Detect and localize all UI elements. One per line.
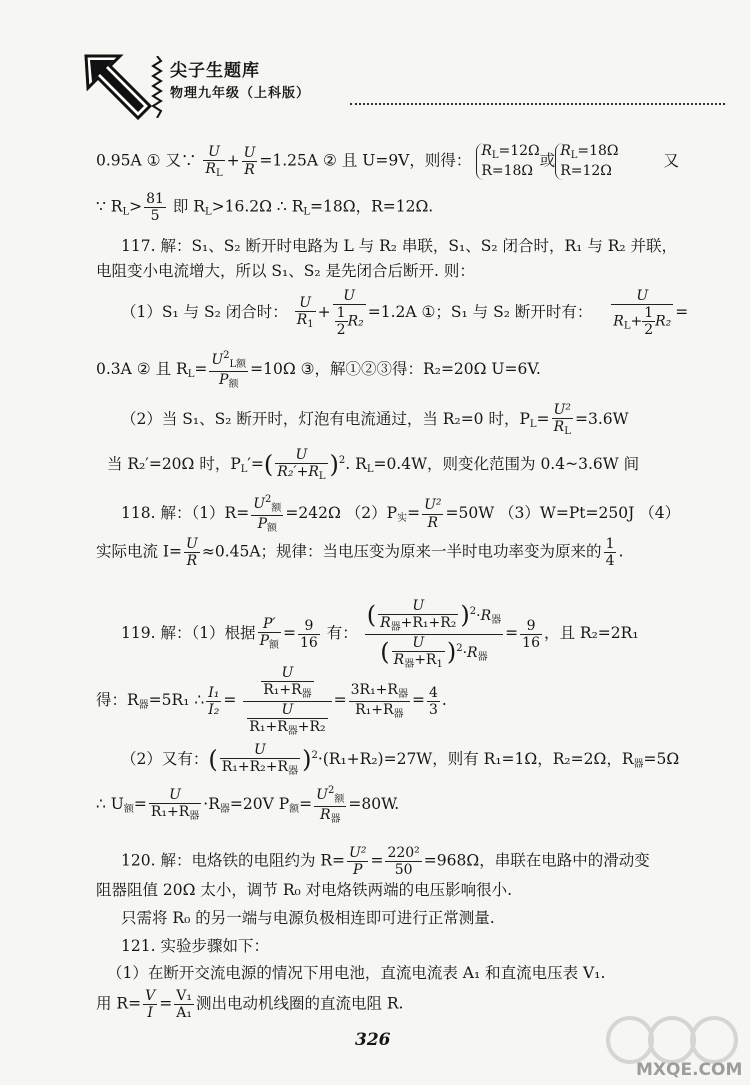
p121-line-1: 121. 实验步骤如下： <box>121 937 269 955</box>
answer-line-2: ∵ $R_L>$ $\frac{81}{5}$ 即 $R_L>16.2\Omega$ ∴ $R_L=18\Omega$，R=12Ω. <box>96 191 434 225</box>
p119-line-3: （2）又有：( $\frac{U}{R_1+R_2+R_器}$ )$^2$·(R₁+R₂)=27W，则有 R₁=1Ω，R₂=2Ω，$R_器=5\Omega$ <box>121 742 680 778</box>
p121-line-2: （1）在断开交流电源的情况下用电池，直流电流表 A₁ 和直流电压表 V₁. <box>107 964 606 982</box>
page-number: 326 <box>355 1030 391 1050</box>
brand-subtitle: 物理九年级（上科版） <box>170 86 311 101</box>
p118-line-1: 118. 解：（1）R= $\frac{U^2_额}{P_额}$ =242Ω $(2)P_实=$ $\frac{\text{U²}}{R}$ =50W （3）W=Pt=250J （4） <box>121 494 681 534</box>
p117-line-1: 117. 解：S₁、S₂ 断开时电路为 L 与 R₂ 串联，S₁、S₂ 闭合时，R₁ 与 R₂ 并联， <box>121 237 678 255</box>
watermark-text: MXQE.COM <box>636 1060 743 1080</box>
header-dotted-rule <box>350 103 725 107</box>
p120-line-3: 只需将 R₀ 的另一端与电源负极相连即可进行正常测量. <box>121 909 495 927</box>
p117-line-5: （2）当 S₁、S₂ 断开时，灯泡有电流通过，当 R₂=0 时，$P_L=$ $\frac{\text{U²}}{R_L}$ =3.6W <box>121 402 629 438</box>
p120-line-1: 120. 解：电烙铁的电阻约为 R= $\frac{\text{U²}}{P}$ = $\frac{\text{220²}}{50}$ =968Ω，串联在电路中的滑动变 <box>121 845 650 879</box>
equation-system-1: $R_L=12\Omega$ R=18Ω <box>476 143 539 180</box>
p119-line-2: 得：$R_器=5R_1$ ∴ $\frac{\text{I₁}}{\text{I₂}}$ = $\frac{\frac{U}{R_1+R_器}}{\frac{U}{R_1+R_器+R_2}}$ = $\frac{3R_1+R_器}{R_1+R_器}$ = $\frac{4}{3}$ . <box>96 665 447 737</box>
arrow-logo-icon <box>80 48 160 128</box>
p117-line-4: 0.3A ② 且 $R_L=$ $\frac{U^2_{L额}}{P_额}$ =10Ω ③，解①②③得：R₂=20Ω U=6V. <box>96 350 541 390</box>
p121-line-3: 用 R= $\frac{V}{I}$ = $\frac{\text{V₁}}{\text{A₁}}$ 测出电动机线圈的直流电阻 R. <box>96 988 404 1022</box>
p119-line-4: ∴ $U_额=$ $\frac{U}{R_1+R_器}$ $\cdot R_器=20V$ $P_额=$ $\frac{U^2_额}{R_器}$ =80W. <box>96 785 400 825</box>
p120-line-2: 阻器阻值 20Ω 太小，调节 R₀ 对电烙铁两端的电压影响很小. <box>96 881 513 899</box>
answer-line-1: 0.95A ① 又∵ $\frac{U}{R_L}$ + $\frac{U}{R}$ =1.25A ② 且 U=9V，则得： $R_L=12\Omega$ R=18Ω或$R_L=18\Omega$ R=12Ω 又 <box>96 143 679 179</box>
p119-line-1: 119. 解：（1）根据 $\frac{P'}{P_额}$ = $\frac{9}{16}$ 有： ( $\frac{U}{R_器+R_1+R_2}$ )$^2\cdot R_器$ ( $\frac{U}{R_器+R_1}$ )$^2\cdot R_器$ = $\frac{9}{16}$ ，且 R₂=2R₁ <box>121 598 639 670</box>
p117-line-3: （1）S₁ 与 S₂ 闭合时： $\frac{U}{R_1}$ + U $\frac{1}{2}$ R₂ =1.2A ①；S₁ 与 S₂ 断开时有： U $R_L+$ $\frac{1}{2}$ R₂ = <box>121 288 689 339</box>
page-header <box>80 48 730 128</box>
p117-line-2: 电阻变小电流增大，所以 S₁、S₂ 是先闭合后断开. 则： <box>96 262 475 280</box>
p118-line-2: 实际电流 I= $\frac{U}{R}$ ≈0.45A；规律：当电压变为原来一半时电功率变为原来的 $\frac{1}{4}$ . <box>96 536 624 570</box>
zigzag-divider-icon <box>150 56 164 118</box>
ratio-fraction: ( $\frac{U}{R_器+R_1+R_2}$ )$^2\cdot R_器$ ( $\frac{U}{R_器+R_1}$ )$^2\cdot R_器$ <box>366 598 502 670</box>
p117-line-6: 当 R₂′=20Ω 时，$P_L'=$( $\frac{U}{R_2'+R_L}$ )$^2$. $R_L=0.4W$，则变化范围为 0.4~3.6W 间 <box>107 447 640 483</box>
brand-title: 尖子生题库 <box>170 61 260 81</box>
equation-system-2: $R_L=18\Omega$ R=12Ω <box>555 143 618 180</box>
